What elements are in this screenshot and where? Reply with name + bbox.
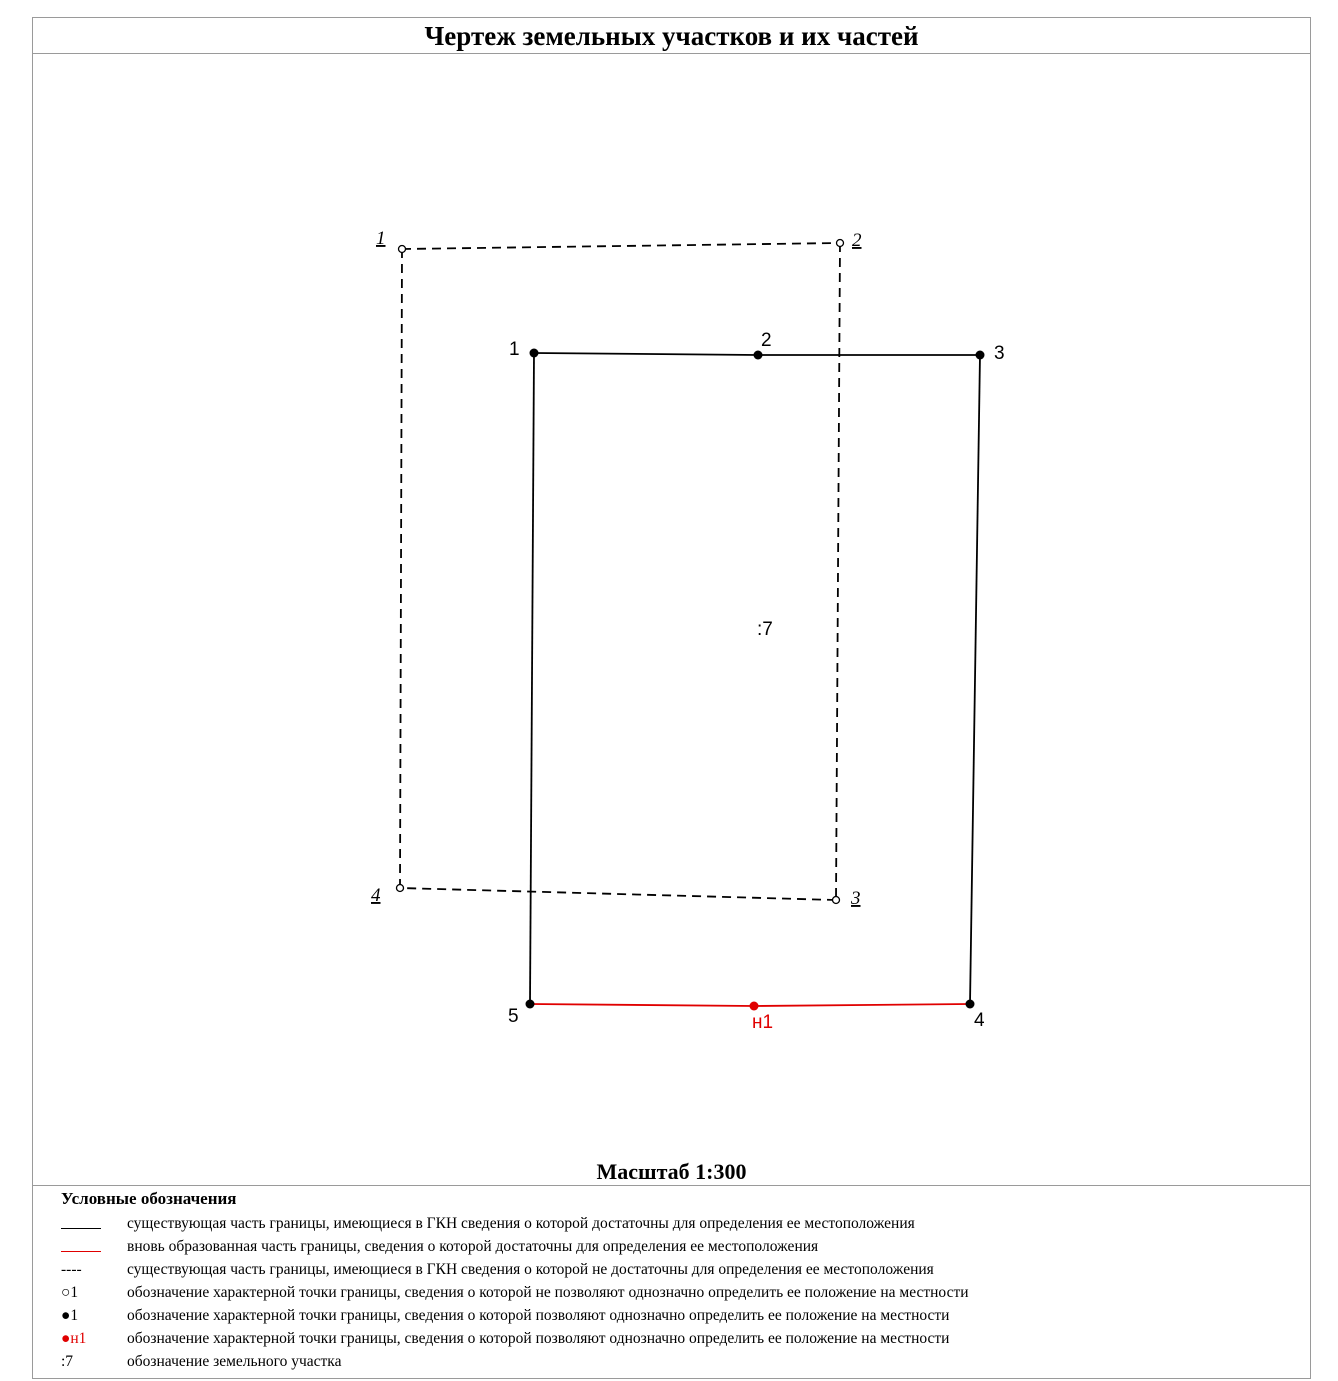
existing-boundary-dashed [400, 243, 840, 900]
scale-label: Масштаб 1:300 [596, 1159, 747, 1184]
parcel-drawing [33, 18, 1312, 1158]
filled-point-label-2: 2 [761, 330, 772, 351]
edge-4-n1 [754, 1004, 970, 1006]
edge-1-2 [534, 353, 758, 355]
open-point-label-4: 4 [371, 885, 381, 906]
parcel-label: :7 [757, 619, 773, 640]
legend-symbol-dashed-line: ---- [61, 1261, 82, 1278]
filled-point-2 [754, 351, 763, 360]
legend-item-new-point [61, 1327, 1261, 1350]
legend-item-dashed-boundary [61, 1258, 1261, 1281]
existing-points [397, 240, 844, 904]
filled-point-1 [530, 349, 539, 358]
filled-point-label-5: 5 [508, 1006, 519, 1027]
filled-point-3 [976, 351, 985, 360]
legend-symbol-red-line [61, 1235, 121, 1258]
filled-point-4 [966, 1000, 975, 1009]
legend-item-filled-point [61, 1304, 1261, 1327]
legend-item-existing-boundary [61, 1212, 1261, 1235]
legend-divider [33, 1185, 1310, 1186]
new-point-label-n1: н1 [752, 1012, 774, 1033]
legend-text: обозначение характерной точки границы, сведения о которой позволяют однозначно определить ее положение на местности [127, 1330, 950, 1347]
legend-text: вновь образованная часть границы, сведения о которой достаточны для определения ее местоположения [127, 1238, 819, 1255]
open-point-1 [399, 246, 406, 253]
legend-symbol-open-point: ○1 [61, 1284, 79, 1301]
parcel-point-labels [508, 330, 1005, 1031]
legend-text: обозначение характерной точки границы, сведения о которой позволяют однозначно определить ее положение на местности [127, 1307, 950, 1324]
open-point-2 [837, 240, 844, 247]
legend-text: обозначение земельного участка [127, 1353, 342, 1370]
open-point-label-2: 2 [852, 230, 862, 251]
parcel-boundary-existing [530, 353, 980, 1004]
open-point-label-1: 1 [376, 228, 386, 249]
edge-n1-5 [530, 1004, 754, 1006]
new-point-n1 [750, 1002, 759, 1011]
drawing-title: Чертеж земельных участков и их частей [33, 18, 1310, 54]
legend-text: обозначение характерной точки границы, сведения о которой не позволяют однозначно определить ее положение на местности [127, 1284, 969, 1301]
edge-5-1 [530, 353, 534, 1004]
filled-point-label-3: 3 [994, 343, 1005, 364]
dashed-edge-1-2 [402, 243, 840, 249]
legend-text: существующая часть границы, имеющиеся в ГКН сведения о которой не достаточны для определения ее местоположения [127, 1261, 934, 1278]
legend-symbol-parcel-label: :7 [61, 1353, 74, 1370]
existing-point-labels [371, 228, 862, 909]
filled-point-label-1: 1 [509, 339, 520, 360]
edge-3-4 [970, 355, 980, 1004]
filled-point-label-4: 4 [974, 1010, 985, 1031]
legend-title: Условные обозначения [61, 1189, 237, 1208]
legend-item-new-boundary [61, 1235, 1261, 1258]
legend-symbol-solid-line [61, 1212, 121, 1235]
filled-point-5 [526, 1000, 535, 1009]
drawing-frame [32, 17, 1311, 1379]
open-point-label-3: 3 [851, 888, 861, 909]
legend-symbol-red-point: ●н1 [61, 1330, 87, 1347]
dashed-edge-3-4 [400, 888, 836, 900]
legend-item-parcel-label [61, 1350, 1261, 1373]
legend-text: существующая часть границы, имеющиеся в ГКН сведения о которой достаточны для определения ее местоположения [127, 1215, 915, 1232]
dashed-edge-2-3 [836, 243, 840, 900]
legend-item-open-point [61, 1281, 1261, 1304]
open-point-3 [833, 897, 840, 904]
open-point-4 [397, 885, 404, 892]
legend-symbol-filled-point: ●1 [61, 1307, 79, 1324]
parcel-points [526, 349, 985, 1009]
dashed-edge-4-1 [400, 249, 402, 888]
